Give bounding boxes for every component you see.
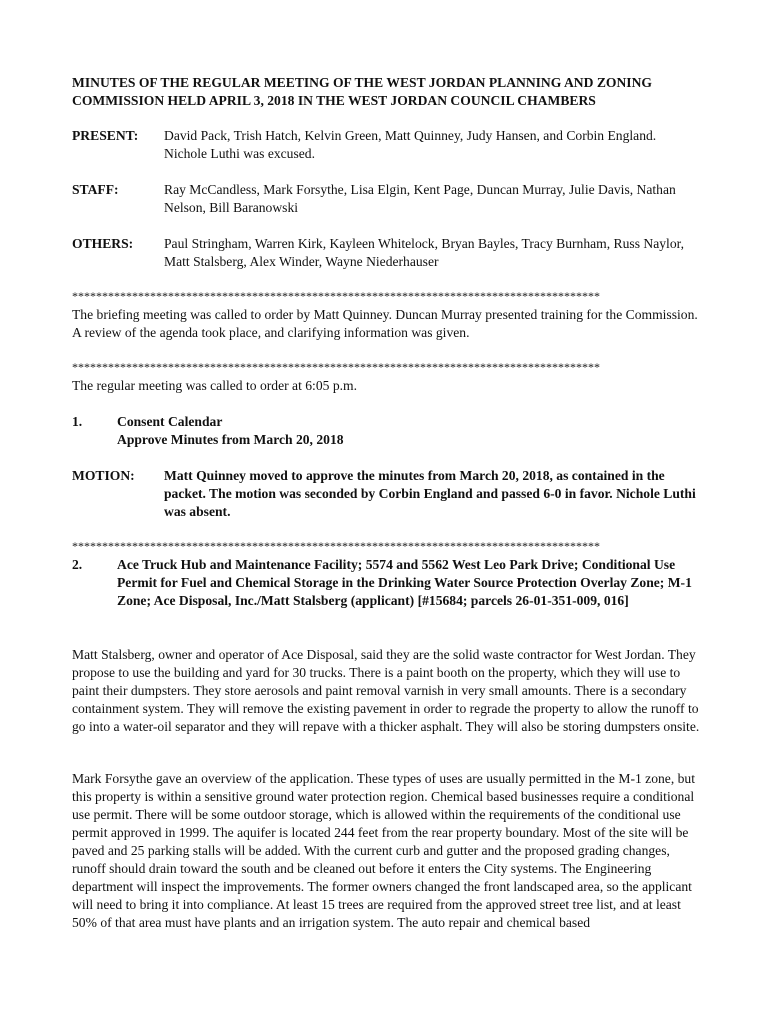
regular-call-text: The regular meeting was called to order at 6:05 p.m. <box>72 378 357 393</box>
others-section <box>72 235 700 271</box>
present-label: PRESENT: <box>72 128 139 143</box>
agenda-item-2 <box>72 556 700 610</box>
agenda-item-1 <box>72 413 700 449</box>
motion-section <box>72 467 700 521</box>
others-list: Paul Stringham, Warren Kirk, Kayleen Whitelock, Bryan Bayles, Tracy Burnham, Russ Naylor, Matt Stalsberg, Alex Winder, Wayne Niederhauser <box>164 236 684 269</box>
separator-3: **************************************************************************************** <box>72 539 600 553</box>
staff-label: STAFF: <box>72 182 119 197</box>
paragraph-forsythe: Mark Forsythe gave an overview of the application. These types of uses are usually permitted in the M-1 zone, but this property is within a sensitive ground water protection region. Chemical based businesses require a conditional use permit. There will be some outdoor storage, which is allowed within the requirements of the conditional use permit approved in 1999. The aquifer is located 244 feet from the rear property boundary. Most of the site will be paved and 25 parking stalls will be added. With the current curb and gutter and the proposed grading changes, runoff should drain toward the south and be cleaned out before it enters the City systems. The Engineering department will inspect the improvements. The former owners changed the front landscaped area, so the applicant will need to bring it into compliance. At least 15 trees are required from the approved street tree list, and at least 50% of that area must have plants and an irrigation system. The auto repair and chemical based <box>72 771 696 930</box>
document-title <box>72 74 700 110</box>
present-list: David Pack, Trish Hatch, Kelvin Green, Matt Quinney, Judy Hansen, and Corbin England. Nichole Luthi was excused. <box>164 128 657 161</box>
others-label: OTHERS: <box>72 236 134 251</box>
agenda-item-1-heading: Consent Calendar <box>117 414 223 429</box>
staff-section <box>72 181 700 217</box>
motion-text: Matt Quinney moved to approve the minutes from March 20, 2018, as contained in the packet. The motion was seconded by Corbin England and passed 6-0 in favor. Nichole Luthi was absent. <box>164 468 696 519</box>
separator-1: **************************************************************************************** <box>72 289 600 303</box>
agenda-item-2-number: 2. <box>72 557 83 572</box>
staff-list: Ray McCandless, Mark Forsythe, Lisa Elgin, Kent Page, Duncan Murray, Julie Davis, Nathan Nelson, Bill Baranowski <box>164 182 676 215</box>
paragraph-stalsberg: Matt Stalsberg, owner and operator of Ace Disposal, said they are the solid waste contractor for West Jordan. They propose to use the building and yard for 30 trucks. There is a paint booth on the property, which they will use to paint their dumpsters. They store aerosols and paint removal varnish in very small amounts. There is a secondary containment system. They will remove the existing pavement in order to regrade the property to allow the runoff to go into a water-oil separator and they will repave with a thicker asphalt. They will also be storing dumpsters onsite. <box>72 647 700 734</box>
agenda-item-1-number: 1. <box>72 414 83 429</box>
title-line-1: MINUTES OF THE REGULAR MEETING OF THE WEST JORDAN PLANNING AND ZONING <box>72 75 652 90</box>
present-section <box>72 127 700 163</box>
motion-label: MOTION: <box>72 468 135 483</box>
agenda-item-1-subheading: Approve Minutes from March 20, 2018 <box>117 432 344 447</box>
briefing-paragraph: The briefing meeting was called to order by Matt Quinney. Duncan Murray presented training for the Commission. A review of the agenda took place, and clarifying information was given. <box>72 307 698 340</box>
title-line-2: COMMISSION HELD APRIL 3, 2018 IN THE WEST JORDAN COUNCIL CHAMBERS <box>72 93 596 108</box>
separator-2: **************************************************************************************** <box>72 360 600 374</box>
agenda-item-2-heading: Ace Truck Hub and Maintenance Facility; 5574 and 5562 West Leo Park Drive; Conditional Use Permit for Fuel and Chemical Storage in the Drinking Water Source Protection Overlay Zone; M-1 Zone; Ace Disposal, Inc./Matt Stalsberg (applicant) [#15684; parcels 26-01-351-009, 016] <box>117 557 692 608</box>
